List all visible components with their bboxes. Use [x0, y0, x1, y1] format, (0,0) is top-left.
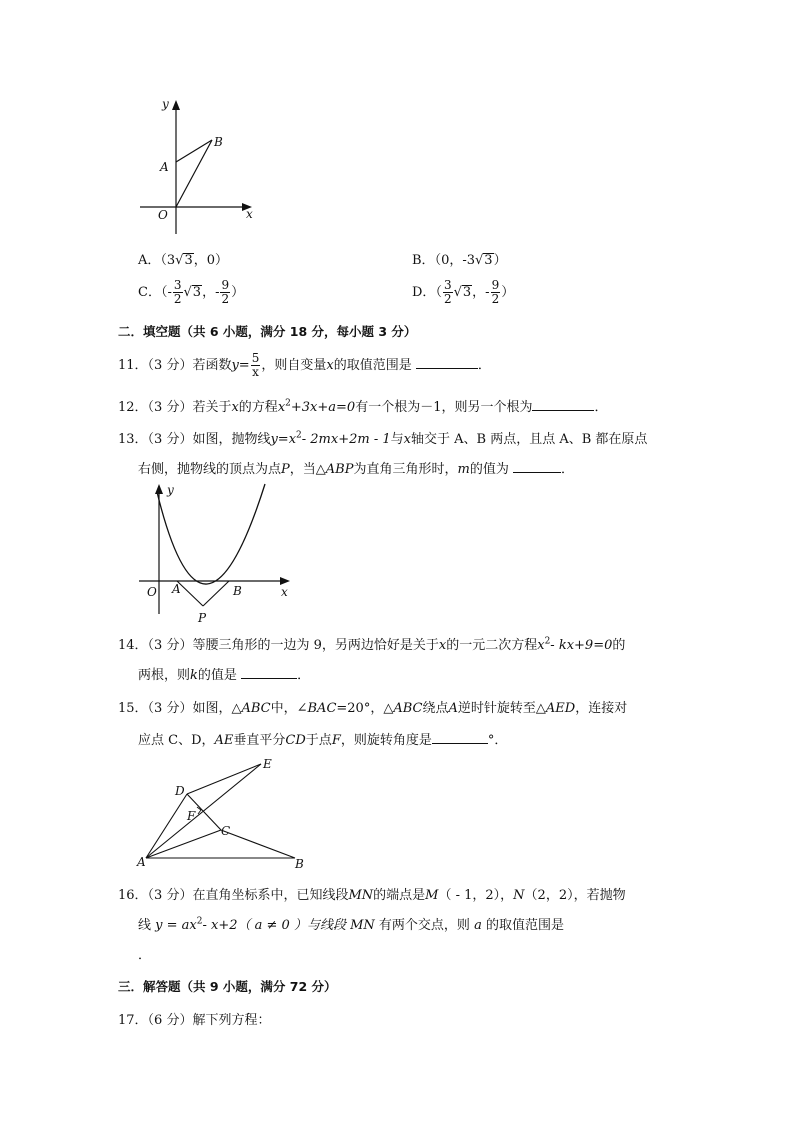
sqrt-icon: √ — [175, 253, 184, 268]
fraction: $\frac{3}{2}$ — [443, 278, 452, 306]
fig2-point-b: B — [233, 584, 242, 598]
fig3-point-b: B — [295, 857, 304, 871]
option-a[interactable]: A．（3√3，0） — [138, 253, 229, 268]
question-13-line-1: 13．（3 分）如图，抛物线$y=x^2-$ 2mx+2m - 1与x轴交于 A、B 两点，且点 A、B 都在原点 — [118, 430, 648, 447]
section-heading-fill-in: 二．填空题（共 6 小题，满分 18 分，每小题 3 分） — [118, 324, 417, 339]
fig3-point-c: C — [221, 824, 231, 838]
option-d[interactable]: D．（ $\frac{3}{2}$ √3，- $\frac{9}{2}$ ） — [412, 278, 515, 306]
fig2-x-label: x — [281, 585, 288, 599]
fraction: $\frac{5}{x}$ — [251, 351, 260, 379]
question-16-line-2: 线 $y = ax^2-$ x+2（ a ≠ 0 ）与线段 MN 有两个交点，则 a 的取值范围是 — [138, 916, 564, 933]
fig2-y-label: y — [167, 483, 174, 497]
question-12: 12．（3 分）若关于x的方程$x^2+3x+a=0$有一个根为－1，则另一个根为 ． — [118, 398, 608, 415]
sqrt-icon: √ — [475, 253, 484, 268]
question-14-line-1: 14．（3 分）等腰三角形的一边为 9，另两边恰好是关于x的一元二次方程$x^2-$ kx+9=0的 — [118, 636, 626, 653]
figure-parabola — [135, 480, 305, 628]
fig1-point-b: B — [214, 135, 223, 149]
question-16-line-1: 16．（3 分）在直角坐标系中，已知线段MN的端点是M（ - 1，2），N（2，2），若抛物 — [118, 888, 626, 903]
answer-blank[interactable] — [432, 731, 488, 744]
fig2-point-a: A — [172, 582, 181, 596]
answer-blank[interactable] — [241, 666, 297, 679]
sqrt-icon: √ — [453, 285, 462, 300]
answer-blank[interactable] — [513, 460, 561, 473]
fraction: $\frac{9}{2}$ — [491, 278, 500, 306]
question-11: 11．（3 分）若函数y= $\frac{5}{x}$ ，则自变量x的取值范围是 ． — [118, 351, 491, 379]
fig1-y-label: y — [162, 97, 169, 111]
fig3-point-d: D — [175, 784, 185, 798]
fraction: $\frac{3}{2}$ — [173, 278, 182, 306]
answer-blank[interactable] — [416, 356, 478, 369]
option-c[interactable]: C．（- $\frac{3}{2}$ √3，- $\frac{9}{2}$ ） — [138, 278, 245, 306]
section-heading-solutions: 三．解答题（共 9 小题，满分 72 分） — [118, 979, 337, 994]
fig3-point-a: A — [137, 855, 146, 869]
option-b[interactable]: B．（0，-3√3） — [412, 253, 507, 268]
sqrt-icon: √ — [183, 285, 192, 300]
answer-blank[interactable] — [532, 398, 594, 411]
fig3-point-f: F — [187, 809, 196, 823]
fig2-origin: O — [147, 585, 157, 599]
question-15-line-2: 应点 C、D，AE垂直平分CD于点F，则旋转角度是 °． — [138, 733, 508, 748]
fig2-point-p: P — [198, 611, 207, 625]
figure-rotation — [135, 752, 315, 872]
question-16-line-3: ． — [138, 948, 152, 963]
fig3-point-e: E — [263, 757, 272, 771]
figure-axes-ab — [130, 92, 270, 242]
fig1-x-label: x — [246, 207, 253, 221]
fig1-point-a: A — [160, 160, 169, 174]
question-13-line-2: 右侧，抛物线的顶点为点P，当△ABP为直角三角形时，m的值为 ． — [138, 462, 574, 477]
question-17: 17．（6 分）解下列方程： — [118, 1013, 271, 1028]
fraction: $\frac{9}{2}$ — [221, 278, 230, 306]
fig1-origin: O — [158, 208, 168, 222]
question-15-line-1: 15．（3 分）如图，△ABC中，∠BAC=20°，△ABC绕点A逆时针旋转至△AED，连接对 — [118, 701, 628, 716]
question-14-line-2: 两根，则k的值是 ． — [138, 668, 311, 683]
